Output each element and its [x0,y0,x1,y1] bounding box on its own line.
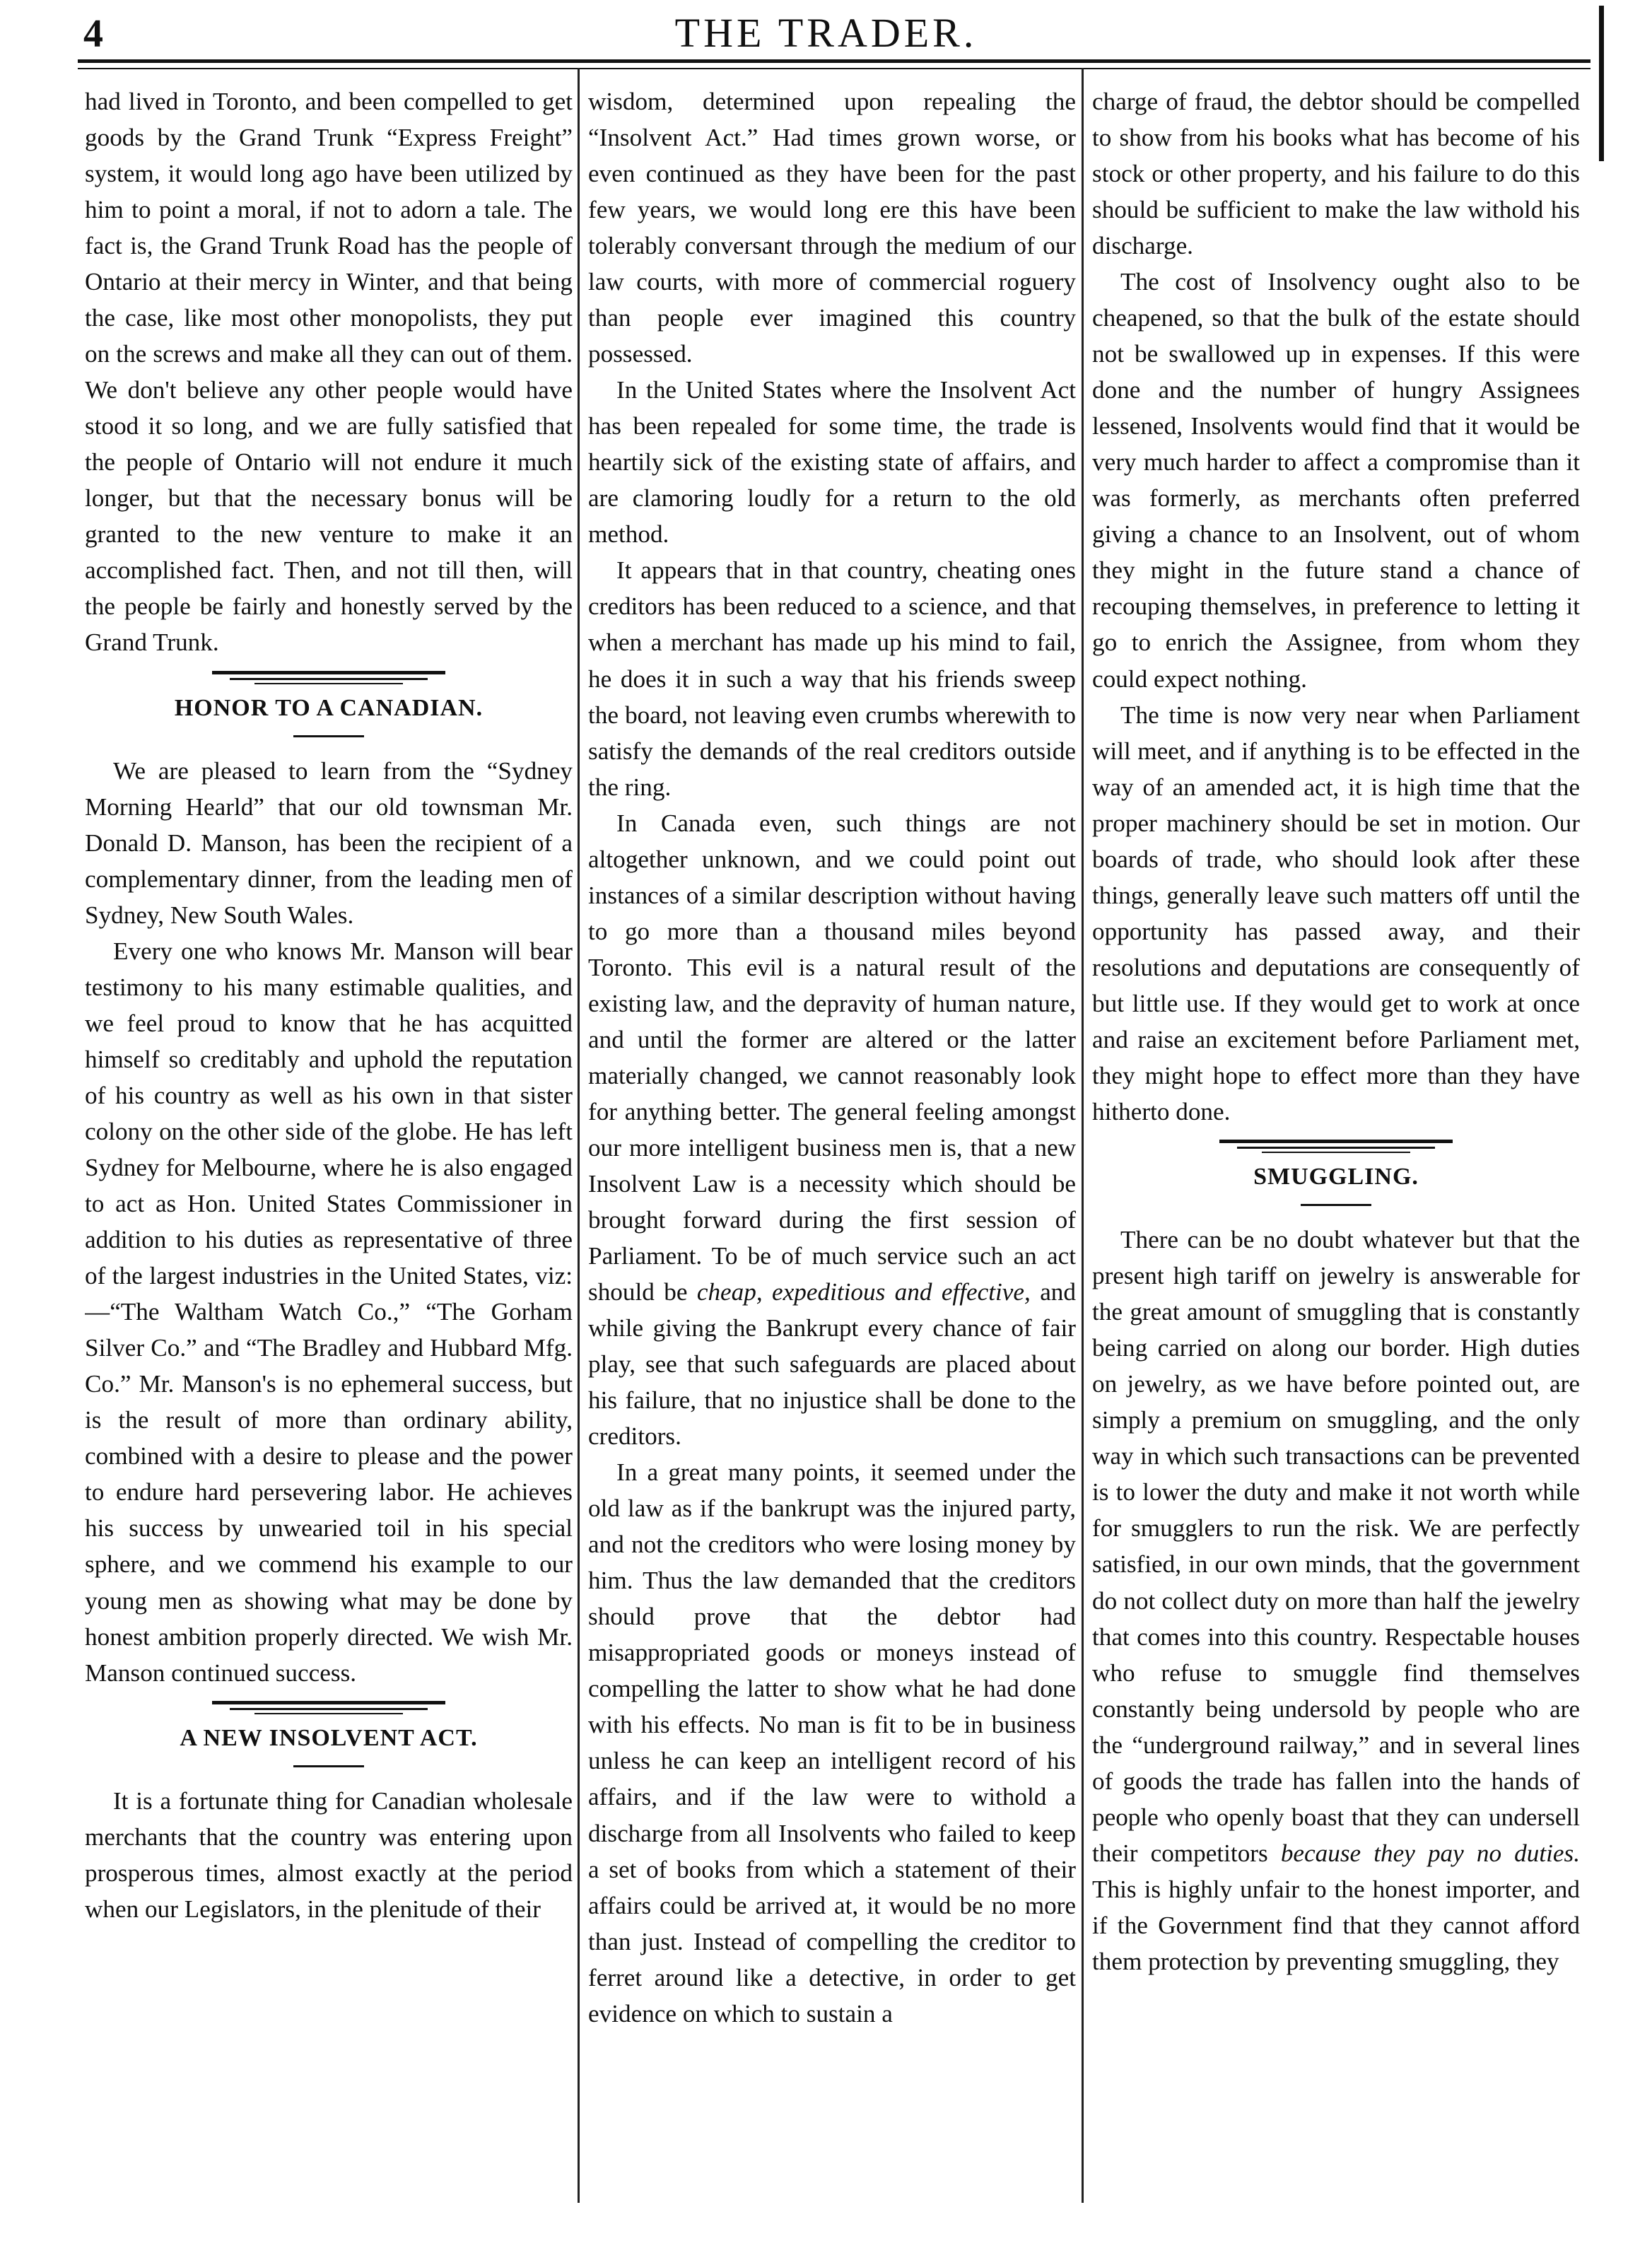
article-paragraph: The time is now very near when Parliament will meet, and if anything is to be effected in the way of an amended act, it is high time that the proper machinery should be set in motion. Our boards of trade, who should look after these things, generally leave such matters off until the opportunity has passed away, and their resolutions and deputations are consequently of but little use. If they would get to work at once and raise an excitement before Parliament met, they might hope to effect more than they have hitherto done. [1092,701,1580,1125]
article-paragraph: It appears that in that country, cheating ones creditors has been reduced to a science, and that when a merchant has made up his mind to fail, he does it in such a way that his friends sweep the board, not leaving even crumbs wherewith to satisfy the demands of the real creditors outside the ring. [588,556,1076,801]
article-paragraph: charge of fraud, the debtor should be compelled to show from his books what has become of his stock or other property, and his failure to do this should be sufficient to make the law withold his discharge. [1092,88,1580,260]
paragraph-text: This is highly unfair to the honest importer, and if the Government find that they cannot afford them protection by preventing smuggling, they [1092,1875,1580,1975]
italic-emphasis: because they pay no duties. [1280,1839,1580,1867]
column-2 [588,83,1076,2204]
column-divider [578,68,580,2203]
headline-rule [293,735,364,737]
article-paragraph: wisdom, determined upon repealing the “Insolvent Act.” Had times grown worse, or even continued as they have been for the past few years, we would long ere this have been tolerably conversant through the medium of our law courts, with more of commercial roguery than people ever imagined this country possessed. [588,88,1076,368]
paragraph-text: and while giving the Bankrupt every chance of fair play, see that such safeguards are placed about his failure, that no injustice shall be done to the creditors. [588,1278,1076,1451]
page-edge-mark [1599,6,1604,161]
headline-rule [1301,1204,1371,1206]
column-1 [85,83,573,2204]
section-ornament [1219,1140,1453,1154]
column-divider [1082,68,1084,2203]
article-paragraph: In a great many points, it seemed under the old law as if the bankrupt was the injured party, and not the creditors who were losing money by him. Thus the law demanded that the creditors should prove that the debtor had misappropriated goods or moneys instead of compelling the latter to show what he had done with his effects. No man is fit to be in business unless he can keep an intelligent record of his affairs, and if the law were to withold a discharge from all Insolvents who failed to keep a set of books from which a statement of their affairs could be arrived at, it would be no more than just. Instead of compelling the creditor to ferret around like a detective, in order to get evidence on which to sustain a [588,1458,1076,2028]
article-paragraph: Every one who knows Mr. Manson will bear testimony to his many estimable qualities, and we feel proud to know that he has acquitted himself so creditably and uphold the reputation of his country as well as his own in that sister colony on the other side of the globe. He has left Sydney for Melbourne, where he is also engaged to act as Hon. United States Commissioner in addition to his duties as representative of three of the largest industries in the United States, viz:—“The Waltham Watch Co.,” “The Gorham Silver Co.” and “The Bradley and Hubbard Mfg. Co.” Mr. Manson's is no ephemeral success, but is the result of more than ordinary ability, combined with a desire to please and the power to endure hard persevering labor. He achieves his success by unwearied toil in his special sphere, and we commend his example to our young men as showing what may be done by honest ambition properly directed. We wish Mr. Manson continued success. [85,937,573,1687]
article-headline: SMUGGLING. [1253,1163,1419,1190]
newspaper-title: THE TRADER. [674,10,978,56]
article-paragraph [1092,1222,1580,1979]
article-paragraph: In the United States where the Insolvent Act has been repealed for some time, the trade is heartily sick of the existing state of affairs, and are clamoring loudly for a return to the old method. [588,376,1076,549]
article-paragraph: It is a fortunate thing for Canadian wholesale merchants that the country was entering upon prosperous times, almost exactly at the period when our Legislators, in the plenitude of their [85,1786,573,1923]
paragraph-text: There can be no doubt whatever but that the present high tariff on jewelry is answerable for the great amount of smuggling that is constantly being carried on along our border. High duties on jewelry, as we have before pointed out, are simply a premium on smuggling, and the only way in which such transactions can be prevented is to lower the duty and make it not worth while for smugglers to run the risk. We are perfectly satisfied, in our own minds, that the government do not collect duty on more than half the jewelry that comes into this country. Respectable houses who refuse to smuggle find themselves constantly being undersold by people who are the “underground railway,” and in several lines of goods the trade has fallen into the hands of people who openly boast that they can undersell their competitors [1092,1226,1580,1867]
header-rule-light [78,68,1591,69]
article-paragraph: The cost of Insolvency ought also to be cheapened, so that the bulk of the estate should not be swallowed up in expenses. If this were done and the number of hungry Assignees lessened, Insolvents would find that it would be very much harder to affect a compromise than it was formerly, as merchants often preferred giving a chance to an Insolvent, out of whom they might in the future stand a chance of recouping themselves, in preference to letting it go to enrich the Assignee, from whom they could expect nothing. [1092,268,1580,693]
masthead [0,0,1652,71]
article-headline: HONOR TO A CANADIAN. [174,694,484,721]
article-paragraph [588,805,1076,1455]
section-ornament [212,671,445,685]
section-ornament [212,1701,445,1715]
italic-emphasis: cheap, expeditious and effective, [696,1278,1031,1306]
header-rule-heavy [78,59,1591,63]
article-paragraph: We are pleased to learn from the “Sydney Morning Hearld” that our old townsman Mr. Donald D. Manson, has been the recipient of a complementary dinner, from the leading men of Sydney, New South Wales. [85,756,573,929]
headline-rule [293,1765,364,1767]
paragraph-text: In Canada even, such things are not altogether unknown, and we could point out instances of a similar description without having to go more than a thousand miles beyond Toronto. This evil is a natural result of the existing law, and the depravity of human nature, and until the former are altered or the latter materially changed, we cannot reasonably look for anything better. The general feeling amongst our more intelligent business men is, that a new Insolvent Law is a necessity which should be brought forward during the first session of Parliament. To be of much service such an act should be [588,809,1076,1306]
article-headline: A NEW INSOLVENT ACT. [180,1724,478,1751]
article-paragraph: had lived in Toronto, and been compelled to get goods by the Grand Trunk “Express Freight” system, it would long ago have been utilized by him to point a moral, if not to adorn a tale. The fact is, the Grand Trunk Road has the people of Ontario at their mercy in Winter, and that being the case, like most other monopolists, they put on the screws and make all they can out of them. We don't believe any other people would have stood it so long, and we are fully satisfied that the people of Ontario will not endure it much longer, but that the necessary bonus will be granted to the new venture to make it an accomplished fact. Then, and not till then, will the people be fairly and honestly served by the Grand Trunk. [85,88,573,657]
column-3 [1092,83,1580,2204]
page-number: 4 [83,12,103,56]
